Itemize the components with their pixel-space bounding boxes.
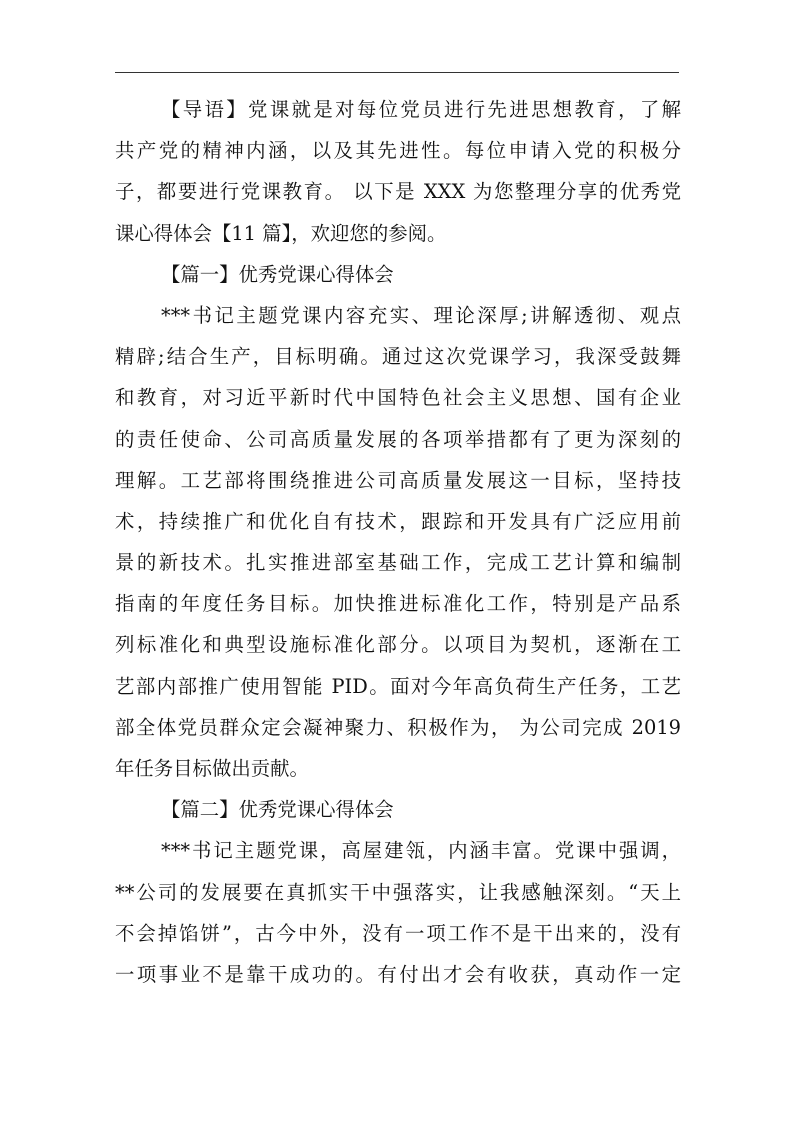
text-line: 部全体党员群众定会凝神聚力、积极作为， 为公司完成 2019 [115, 715, 681, 739]
text-line: 共产党的精神内涵，以及其先进性。每位申请入党的积极分 [115, 139, 681, 163]
document-body [115, 89, 681, 995]
text-line: 指南的年度任务目标。加快推进标准化工作，特别是产品系 [115, 592, 681, 616]
section-heading: 【篇一】优秀党课心得体会 [161, 262, 394, 286]
text-line: 年任务目标做出贡献。 [115, 757, 309, 780]
text-line: 【导语】党课就是对每位党员进行先进思想教育，了解 [161, 98, 681, 121]
text-line: 艺部内部推广使用智能 PID。面对今年高负荷生产任务，工艺 [115, 674, 681, 698]
text-line: 子，都要进行党课教育。 以下是 XXX 为您整理分享的优秀党 [115, 180, 681, 204]
text-line: **公司的发展要在真抓实干中强落实，让我感触深刻。“天上 [115, 880, 681, 904]
text-line: 理解。工艺部将围绕推进公司高质量发展这一目标，坚持技 [115, 468, 681, 492]
text-line: 景的新技术。扎实推进部室基础工作，完成工艺计算和编制 [115, 551, 681, 575]
text-line: ***书记主题党课，高屋建瓴，内涵丰富。党课中强调， [161, 839, 681, 863]
text-line: 列标准化和典型设施标准化部分。以项目为契机，逐渐在工 [115, 633, 681, 657]
section-heading: 【篇二】优秀党课心得体会 [161, 798, 394, 822]
header-rule [115, 72, 679, 73]
section-heading-2 [115, 789, 681, 830]
text-line: 一项事业不是靠干成功的。有付出才会有收获，真动作一定 [115, 962, 681, 986]
section-body-1 [115, 295, 681, 789]
text-line: 精辟;结合生产，目标明确。通过这次党课学习，我深受鼓舞 [115, 345, 681, 369]
section-body-2 [115, 830, 681, 995]
text-line: 课心得体会【11 篇】，欢迎您的参阅。 [115, 221, 447, 245]
intro-paragraph [115, 89, 681, 254]
text-line: 术，持续推广和优化自有技术，跟踪和开发具有广泛应用前 [115, 509, 681, 533]
text-line: ***书记主题党课内容充实、理论深厚;讲解透彻、观点 [161, 303, 681, 327]
text-line: 不会掉馅饼”，古今中外，没有一项工作不是干出来的，没有 [115, 921, 681, 945]
section-heading-1 [115, 254, 681, 295]
text-line: 的责任使命、公司高质量发展的各项举措都有了更为深刻的 [115, 427, 681, 451]
text-line: 和教育，对习近平新时代中国特色社会主义思想、国有企业 [115, 386, 681, 410]
